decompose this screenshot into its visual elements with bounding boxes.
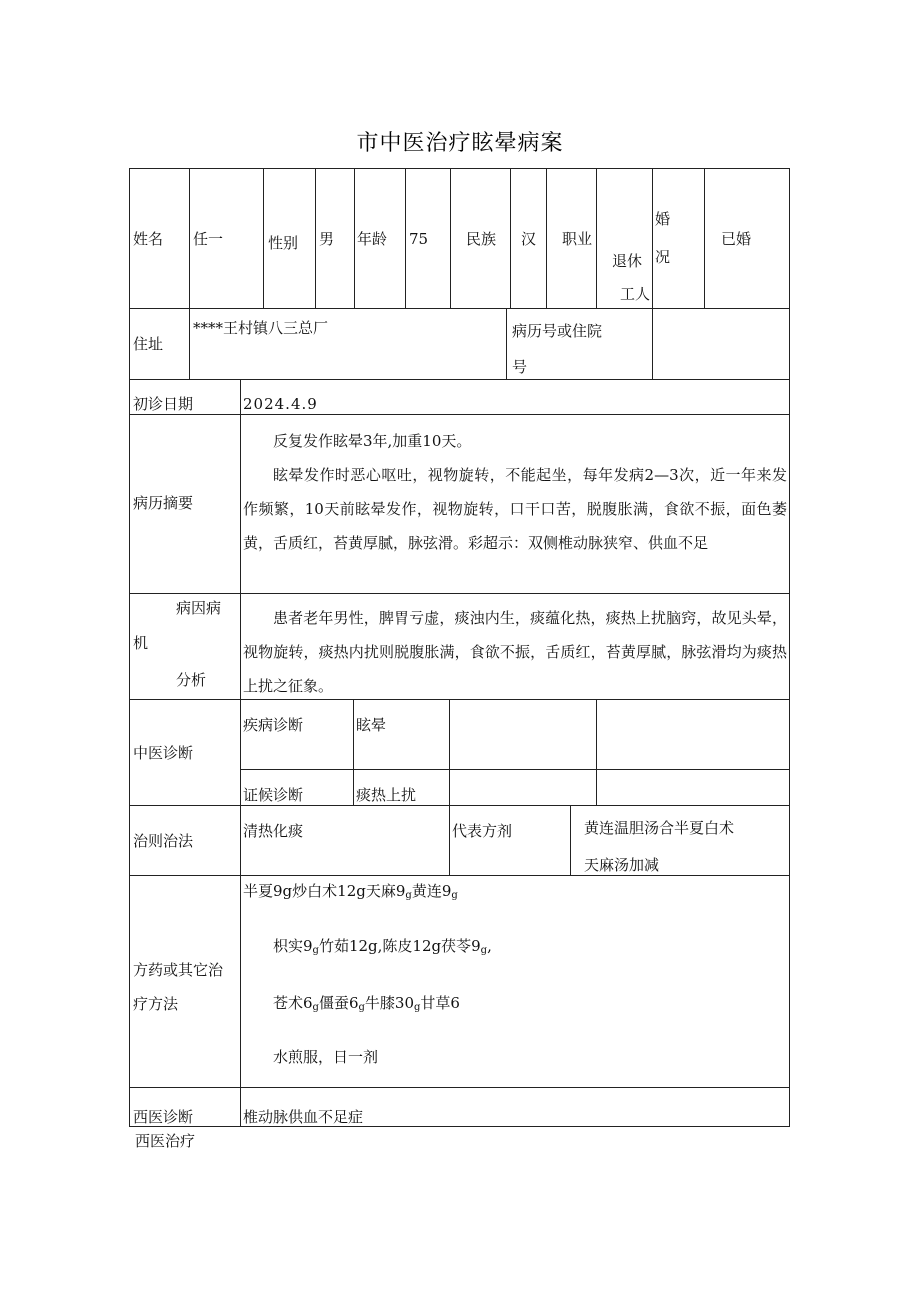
div-r1-i: [596, 168, 597, 308]
rule-row1: [129, 308, 790, 309]
prescription-line-2: [273, 937, 492, 960]
address-label: 住址: [133, 335, 164, 353]
rule-bottom: [129, 1126, 790, 1127]
div-r1-a: [189, 168, 190, 308]
address-value: ****王村镇八三总厂: [193, 319, 329, 337]
record-no-label-line2: 号: [512, 358, 528, 376]
unit-g: g: [480, 945, 488, 956]
prescription-line-1: [243, 882, 458, 905]
div-r1-c: [315, 168, 316, 308]
therapy-label: 治则治法: [133, 832, 194, 850]
herb-jiangcan: 僵蚕6: [318, 994, 359, 1012]
prescription-label-line1: 方药或其它治: [133, 961, 224, 979]
unit-g: g: [358, 1002, 365, 1013]
history-para-1: 反复发作眩晕3年,加重10天。: [273, 432, 472, 450]
gender-value: 男: [319, 230, 335, 248]
prescription-label-line2: 疗方法: [133, 995, 179, 1013]
unit-g: g: [405, 890, 412, 901]
page-title: 市中医治疗眩晕病案: [356, 131, 564, 156]
western-treatment-label: 西医治疗: [135, 1132, 196, 1150]
western-diagnosis-label: 西医诊断: [133, 1108, 194, 1126]
western-diagnosis-value: 椎动脉供血不足症: [243, 1108, 364, 1126]
etiology-label-line2: 机: [133, 634, 149, 652]
div-r1-b: [263, 168, 264, 308]
herb-fuling: 茯苓9: [441, 937, 481, 955]
div-r2-b: [506, 308, 507, 379]
syndrome-diagnosis-value: 痰热上扰: [356, 786, 417, 804]
herb-tianma: 天麻9: [365, 882, 406, 900]
rule-row2: [129, 379, 790, 380]
tcm-diagnosis-label: 中医诊断: [133, 744, 194, 762]
name-value: 任一: [193, 230, 224, 248]
herb-baizhu: 炒白术12: [292, 882, 357, 900]
prescription-line-3: [273, 994, 460, 1017]
history-label: 病历摘要: [133, 494, 194, 512]
syndrome-diagnosis-label: 证候诊断: [243, 786, 304, 804]
formula-line1: 黄连温胆汤合半夏白术: [584, 819, 735, 837]
div-r1-h: [546, 168, 547, 308]
unit-g: g: [451, 890, 458, 901]
case-record-table: [129, 168, 790, 1128]
prescription-line-4: 水煎服，日一剂: [273, 1048, 379, 1066]
disease-diagnosis-label: 疾病诊断: [243, 716, 304, 734]
unit-g: g: [312, 945, 319, 956]
marital-label-line2: 况: [655, 248, 671, 266]
record-no-label-line1: 病历号或住院: [512, 322, 603, 340]
div-tcm-b: [449, 699, 450, 805]
age-label: 年龄: [357, 230, 388, 248]
div-r1-k: [704, 168, 705, 308]
herb-zhuru: 竹茹12: [318, 937, 369, 955]
etiology-label-line3: 分析: [176, 671, 207, 689]
unit-g: g: [368, 937, 378, 955]
etiology-label-line1: 病因病: [176, 599, 222, 617]
therapy-method: 清热化痰: [243, 822, 304, 840]
first-visit-label: 初诊日期: [133, 395, 194, 413]
disease-diagnosis-value: 眩晕: [356, 716, 387, 734]
first-visit-date: 2024.4.9: [243, 395, 318, 413]
rule-row6: [129, 805, 790, 806]
job-value-line2: 工人: [620, 285, 651, 303]
ethnicity-value: 汉: [521, 230, 537, 248]
rule-row4: [129, 593, 790, 594]
div-r1-d: [354, 168, 355, 308]
div-r1-j: [652, 168, 653, 308]
unit-g: g: [356, 882, 366, 900]
rule-row3: [129, 414, 790, 415]
herb-banxia: 半夏9: [243, 882, 283, 900]
unit-g: g: [312, 1002, 319, 1013]
name-label: 姓名: [133, 230, 164, 248]
unit-g: g: [431, 937, 442, 955]
job-value-line1: 退休: [612, 252, 643, 270]
formula-label: 代表方剂: [452, 822, 513, 840]
rule-left: [129, 168, 130, 1127]
etiology-text: [243, 601, 787, 703]
rule-right: [789, 168, 790, 1127]
ethnicity-label: 民族: [466, 230, 497, 248]
history-para-2: 眩晕发作时恶心呕吐，视物旋转，不能起坐，每年发病2—3次，近一年来发作频繁，10天前眩晕发作，视物旋转，口干口苦，脱腹胀满，食欲不振，面色萎黄，舌质红，苔黄厚腻，脉弦滑。彩超示：双侧椎动脉狭窄、供血不足: [243, 466, 787, 552]
herb-cangzhu: 苍术6: [273, 994, 313, 1012]
rule-row8: [129, 1087, 790, 1088]
div-r2-c: [652, 308, 653, 379]
rule-row7: [129, 875, 790, 876]
div-r1-g: [510, 168, 511, 308]
div-therapy-a: [449, 805, 450, 875]
div-tcm-c: [596, 699, 597, 805]
etiology-para: 患者老年男性，脾胃亏虚，痰浊内生，痰蕴化热，痰热上扰脑窍，故见头晕，视物旋转，痰热内扰则脱腹胀满，食欲不振，舌质红，苔黄厚腻，脉弦滑均为痰热上扰之征象。: [243, 609, 787, 695]
formula-line2: 天麻汤加减: [584, 856, 660, 874]
job-label: 职业: [562, 230, 593, 248]
rule-top: [129, 168, 790, 169]
div-r1-e: [405, 168, 406, 308]
unit-g: g: [414, 1002, 421, 1013]
age-value: 75: [409, 230, 429, 248]
herb-zhishi: 枳实9: [273, 937, 313, 955]
punct-comma: ,: [487, 937, 492, 955]
div-r2-a: [189, 308, 190, 379]
rule-tcm-mid: [240, 769, 790, 770]
marital-label-line1: 婚: [655, 210, 671, 228]
div-r1-f: [450, 168, 451, 308]
marital-value: 已婚: [721, 230, 752, 248]
div-tcm-a: [353, 699, 354, 805]
herb-chenpi: ,陈皮12: [377, 937, 432, 955]
history-text: [243, 424, 787, 560]
gender-label: 性别: [268, 234, 299, 252]
herb-niuxi: 牛膝30: [364, 994, 414, 1012]
div-label-col: [240, 379, 241, 1127]
herb-huanglian: 黄连9: [411, 882, 452, 900]
unit-g: g: [282, 882, 293, 900]
div-therapy-b: [570, 805, 571, 875]
herb-gancao: 甘草6: [420, 994, 460, 1012]
